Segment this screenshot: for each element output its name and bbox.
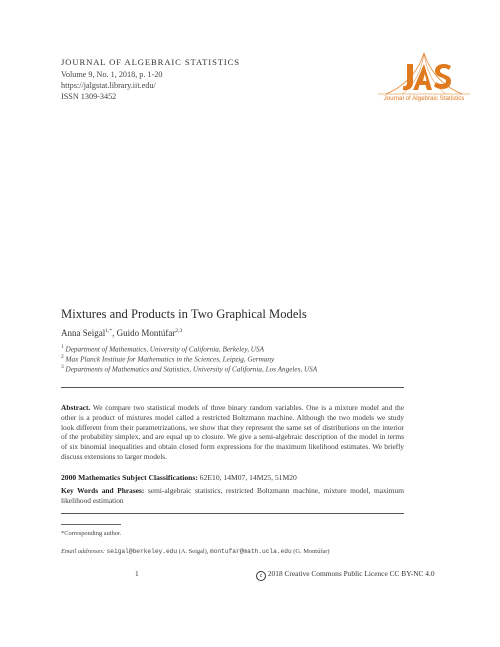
paper-title: Mixtures and Products in Two Graphical Models (61, 307, 307, 321)
affiliation (61, 364, 317, 373)
journal-name: JOURNAL OF ALGEBRAIC STATISTICS (61, 57, 240, 67)
email-owner: (G. Montúfar) (291, 548, 330, 555)
footnote-rule (61, 524, 121, 525)
page-number: 1 (135, 569, 139, 578)
msc-label: 2000 Mathematics Subject Classifications: (61, 473, 198, 482)
journal-logo-icon (370, 50, 478, 96)
author-superscript: 1,* (105, 328, 113, 334)
abstract (61, 403, 404, 462)
license-notice (256, 569, 435, 581)
affiliation-text: Department of Mathematics, University of California, Berkeley, USA (65, 345, 264, 354)
license-text: 2018 Creative Commons Public Licence CC BY-NC 4.0 (267, 569, 435, 578)
journal-issn: ISSN 1309-3452 (61, 92, 117, 101)
author-name: Anna Seigal (61, 328, 106, 338)
email-owner: (A. Seigal), (177, 548, 210, 555)
email-label: Email addresses: (61, 548, 105, 555)
abstract-label: Abstract. (61, 403, 91, 412)
affiliation (61, 344, 264, 353)
msc-classifications (61, 473, 404, 482)
keywords (61, 486, 404, 506)
affiliation-number: 3 (61, 364, 64, 370)
affiliation-number: 2 (61, 354, 64, 360)
logo-caption: Journal of Algebraic Statistics (383, 95, 465, 102)
bottom-divider (61, 513, 404, 514)
copyright-icon: c (256, 571, 266, 581)
corresponding-author-note: *Corresponding author. (61, 530, 122, 537)
affiliation-number: 1 (61, 344, 64, 350)
author-line (61, 328, 182, 338)
keywords-text: semi-algebraic statistics, restricted Boltzmann machine, mixture model, maximum likelihood estimation (61, 486, 405, 505)
journal-logo (370, 50, 478, 108)
author-separator: , (112, 328, 117, 338)
author-name: Guido Montúfar (116, 328, 176, 338)
msc-text: 62E10, 14M07, 14M25, 51M20 (197, 473, 297, 482)
email-link[interactable]: seigal@berkeley.edu (106, 548, 178, 555)
affiliation-text: Departments of Mathematics and Statistics, University of California, Los Angeles, USA (65, 365, 318, 374)
email-addresses (61, 548, 330, 555)
journal-volume: Volume 9, No. 1, 2018, p. 1-20 (61, 70, 163, 79)
journal-url[interactable]: https://jalgstat.library.iit.edu/ (61, 81, 156, 90)
affiliation (61, 354, 274, 363)
author-superscript: 2,3 (175, 328, 183, 334)
abstract-text: We compare two statistical models of three binary random variables. One is a mixture model and the other is a product of mixtures model called a restricted Boltzmann machine. Although the two models we study look different from their parametrizations, we show that they represent the same set of distributions on the interior of the probability simplex, and are equal up to closure. We give a semi-algebraic description of the model in terms of six binomial inequalities and obtain closed form expressions for the maximum likelihood estimates. We briefly discuss extensions to larger models. (61, 403, 404, 461)
affiliation-text: Max Planck Institute for Mathematics in the Sciences, Leipzig, Germany (65, 355, 275, 364)
email-link[interactable]: montufar@math.ucla.edu (209, 548, 292, 555)
keywords-label: Key Words and Phrases: (61, 486, 145, 495)
top-divider (61, 387, 404, 388)
